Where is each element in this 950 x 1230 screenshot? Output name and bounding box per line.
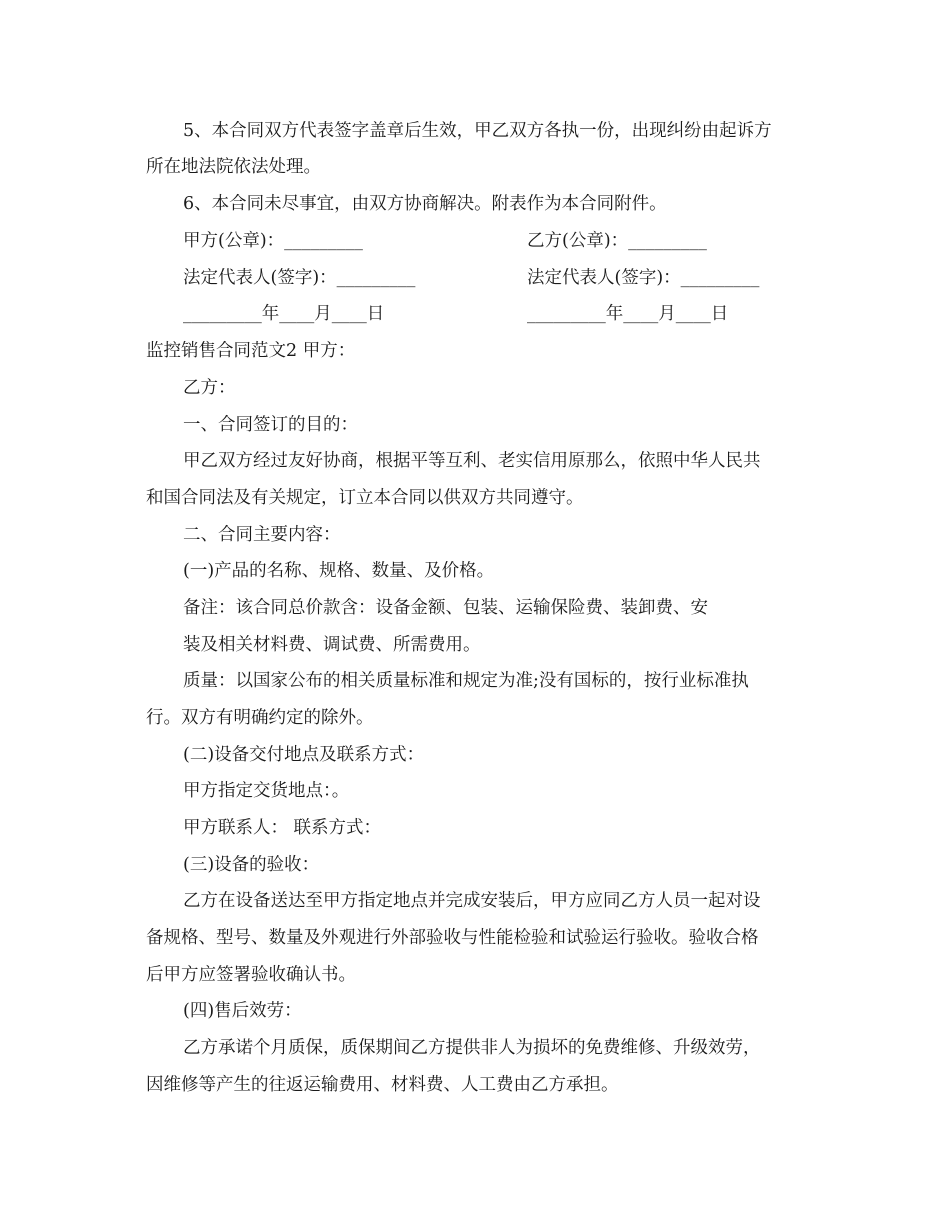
party-a-date: _________年____月____日: [183, 304, 385, 324]
party-a-representative: 法定代表人(签字)：_________: [183, 268, 416, 288]
party-b-label: 乙方：: [183, 378, 236, 398]
party-a-seal: 甲方(公章)：_________: [183, 231, 363, 251]
party-a-contact: 甲方联系人： 联系方式：: [183, 818, 382, 838]
remark-line-1: 备注：该合同总价款含：设备金额、包装、运输保险费、装卸费、安: [183, 598, 708, 618]
quality-line-1: 质量：以国家公布的相关质量标准和规定为准;没有国标的，按行业标准执: [183, 671, 749, 691]
party-b-seal: 乙方(公章)：_________: [527, 231, 707, 251]
heading-main-content: 二、合同主要内容：: [183, 525, 341, 545]
item-1-product: (一)产品的名称、规格、数量、及价格。: [183, 561, 495, 581]
party-b-representative: 法定代表人(签字)：_________: [527, 268, 760, 288]
clause-5-line-1: 5、本合同双方代表签字盖章后生效，甲乙双方各执一份，出现纠纷由起诉方: [183, 121, 772, 141]
acceptance-line-1: 乙方在设备送达至甲方指定地点并完成安装后，甲方应同乙方人员一起对设: [183, 891, 761, 911]
heading-purpose: 一、合同签订的目的：: [183, 415, 358, 435]
after-sales-line-1: 乙方承诺个月质保，质保期间乙方提供非人为损坏的免费维修、升级效劳，: [183, 1038, 761, 1058]
clause-5-line-2: 所在地法院依法处理。: [146, 157, 321, 177]
quality-line-2: 行。双方有明确约定的除外。: [146, 708, 374, 728]
party-b-date: _________年____月____日: [527, 304, 729, 324]
delivery-location: 甲方指定交货地点：。: [183, 781, 350, 801]
item-2-delivery: (二)设备交付地点及联系方式：: [183, 745, 425, 765]
item-3-acceptance: (三)设备的验收：: [183, 855, 320, 875]
remark-line-2: 装及相关材料费、调试费、所需费用。: [183, 635, 481, 655]
purpose-line-2: 和国合同法及有关规定，订立本合同以供双方共同遵守。: [146, 488, 584, 508]
purpose-line-1: 甲乙双方经过友好协商，根据平等互利、老实信用原那么，依照中华人民共: [183, 451, 761, 471]
item-4-after-sales: (四)售后效劳：: [183, 1001, 302, 1021]
clause-6: 6、本合同未尽事宜，由双方协商解决。附表作为本合同附件。: [183, 194, 667, 214]
acceptance-line-3: 后甲方应签署验收确认书。: [146, 965, 356, 985]
section-title: 监控销售合同范文2 甲方：: [146, 341, 356, 361]
after-sales-line-2: 因维修等产生的往返运输费用、材料费、人工费由乙方承担。: [146, 1075, 619, 1095]
acceptance-line-2: 备规格、型号、数量及外观进行外部验收与性能检验和试验运行验收。验收合格: [146, 928, 759, 948]
